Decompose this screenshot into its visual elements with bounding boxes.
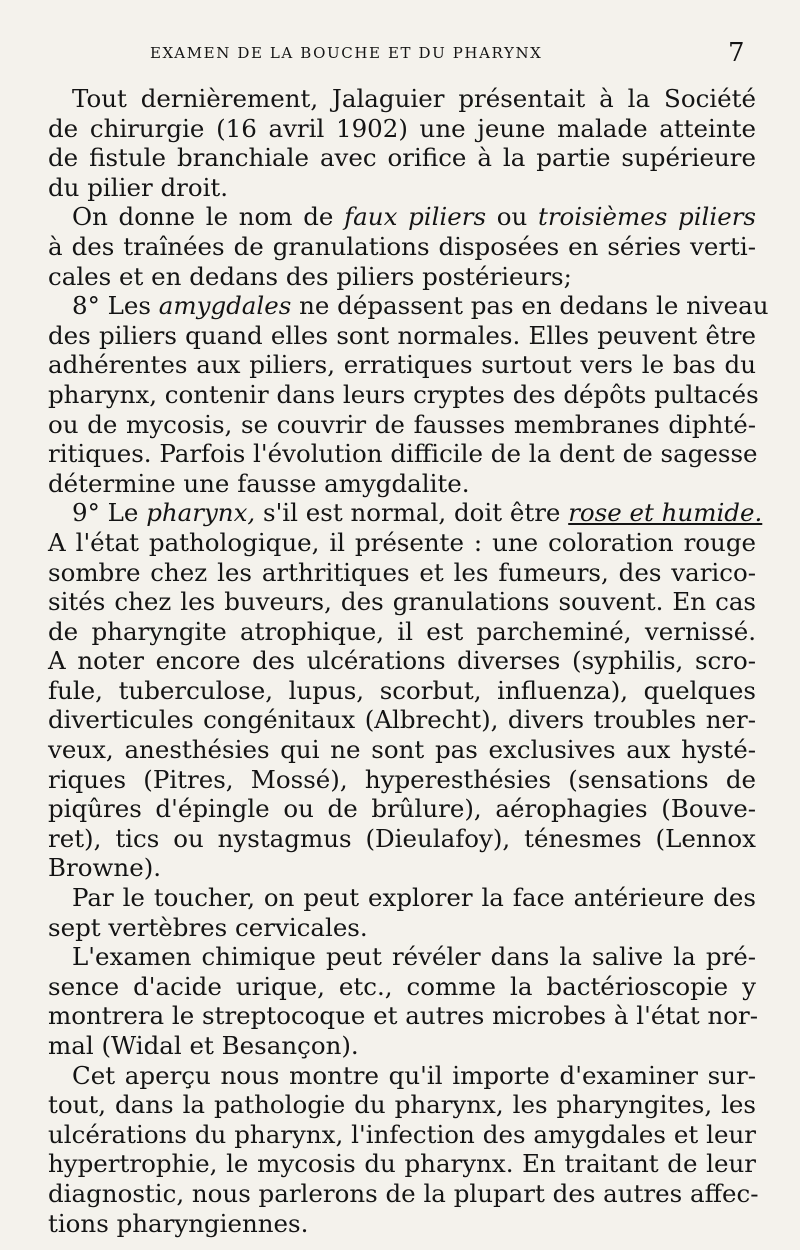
italic-term: rose et humide.: [568, 498, 763, 528]
italic-term: faux piliers: [344, 202, 487, 232]
text-line: fule, tuberculose, lupus, scorbut, influenza), quelques: [48, 675, 756, 705]
text-line: de fistule branchiale avec orifice à la partie supérieure: [48, 143, 756, 173]
text-line: ulcérations du pharynx, l'infection des amygdales et leur: [48, 1119, 756, 1149]
page-header: [0, 38, 800, 68]
text-line: des piliers quand elles sont normales. Elles peuvent être: [48, 320, 756, 350]
text-line: cales et en dedans des piliers postérieurs;: [48, 261, 572, 291]
text-line: tions pharyngiennes.: [48, 1208, 309, 1238]
text-line: [48, 291, 769, 321]
text-line: riques (Pitres, Mossé), hyperesthésies (sensations de: [48, 764, 756, 794]
text-line: sence d'acide urique, etc., comme la bactérioscopie y: [48, 971, 756, 1001]
text-line: [48, 202, 756, 232]
running-head: EXAMEN DE LA BOUCHE ET DU PHARYNX: [150, 44, 543, 62]
text-line: mal (Widal et Besançon).: [48, 1031, 359, 1060]
text-line: A l'état pathologique, il présente : une coloration rouge: [48, 527, 756, 557]
text-run: ou: [486, 202, 538, 232]
text-line: ou de mycosis, se couvrir de fausses membranes diphté-: [48, 409, 756, 439]
text-line: diverticules congénitaux (Albrecht), divers troubles ner-: [48, 705, 756, 735]
text-line: ret), tics ou nystagmus (Dieulafoy), ténesmes (Lennox: [48, 823, 756, 853]
text-line: veux, anesthésies qui ne sont pas exclusives aux hysté-: [48, 735, 756, 765]
italic-term: amygdales: [158, 291, 292, 321]
text-line: montrera le streptocoque et autres microbes à l'état nor-: [48, 1001, 758, 1031]
italic-term: troisièmes piliers: [537, 202, 756, 232]
text-line: piqûres d'épingle ou de brûlure), aérophagies (Bouve-: [48, 794, 756, 824]
text-run: 9° Le: [72, 498, 147, 528]
page-number: 7: [728, 38, 745, 68]
text-run: ne dépassent pas en dedans le niveau: [291, 291, 769, 321]
text-line: hypertrophie, le mycosis du pharynx. En traitant de leur: [48, 1149, 756, 1179]
body-text: [48, 84, 769, 1238]
text-line: du pilier droit.: [48, 172, 229, 202]
text-line: tout, dans la pathologie du pharynx, les pharyngites, les: [48, 1090, 756, 1120]
text-line: sept vertèbres cervicales.: [48, 912, 368, 942]
text-line: à des traînées de granulations disposées en séries verti-: [48, 231, 756, 261]
text-line: Browne).: [48, 853, 162, 883]
text-line: L'examen chimique peut révéler dans la salive la pré-: [72, 942, 756, 972]
text-line: de pharyngite atrophique, il est parcheminé, vernissé.: [48, 616, 756, 646]
text-line: Cet aperçu nous montre qu'il importe d'examiner sur-: [72, 1060, 756, 1090]
text-line: sités chez les buveurs, des granulations souvent. En cas: [48, 587, 756, 617]
text-line: pharynx, contenir dans leurs cryptes des dépôts pultacés: [48, 379, 759, 409]
text-line: [48, 498, 763, 528]
text-line: détermine une fausse amygdalite.: [48, 468, 470, 498]
text-run: 8° Les: [72, 291, 159, 321]
italic-term: pharynx,: [146, 498, 256, 528]
text-line: Par le toucher, on peut explorer la face antérieure des: [72, 883, 756, 913]
text-line: Tout dernièrement, Jalaguier présentait à la Société: [72, 84, 756, 113]
text-line: diagnostic, nous parlerons de la plupart des autres affec-: [48, 1178, 759, 1208]
text-line: A noter encore des ulcérations diverses (syphilis, scro-: [48, 646, 756, 676]
text-line: ritiques. Parfois l'évolution difficile de la dent de sagesse: [48, 439, 758, 469]
text-line: de chirurgie (16 avril 1902) une jeune malade atteinte: [48, 113, 756, 143]
text-run: On donne le nom de: [72, 202, 345, 232]
text-line: sombre chez les arthritiques et les fumeurs, des varico-: [48, 557, 756, 587]
text-run: s'il est normal, doit être: [255, 498, 569, 528]
text-line: adhérentes aux piliers, erratiques surtout vers le bas du: [48, 350, 756, 380]
